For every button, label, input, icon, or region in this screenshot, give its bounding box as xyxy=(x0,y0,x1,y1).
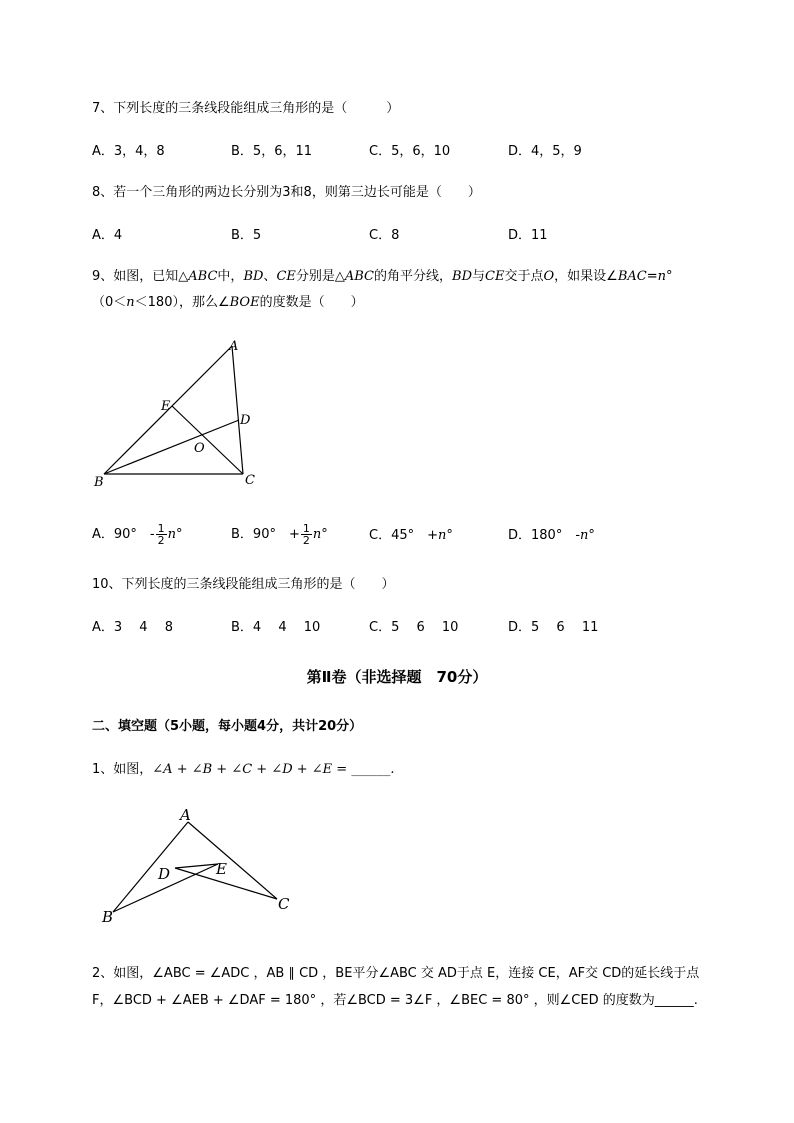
section2-subtitle: 二、填空题（5小题，每小题4分，共计20分） xyxy=(92,719,363,734)
q9-text-seg: 的度数是（ ） xyxy=(259,295,364,310)
q8-option-c: C．8 xyxy=(369,228,400,243)
fill2-text-line2: F，∠BCD + ∠AEB + ∠DAF = 180° ，若∠BCD = 3∠F ，∠BEC = 80° ，则∠CED 的度数为______. xyxy=(92,993,698,1008)
q9-option-text: A．90° - xyxy=(92,527,155,542)
q9-text-var: n xyxy=(657,269,666,284)
q8-text: 8、若一个三角形的两边长分别为3和8，则第三边长可能是（ ） xyxy=(92,185,481,200)
q9-option-c xyxy=(369,528,453,544)
q9-edge-ac xyxy=(232,346,243,474)
q9-text-var: ABC xyxy=(344,269,375,284)
q9-text-line1 xyxy=(92,269,672,285)
half-fraction xyxy=(156,523,167,546)
fraction-denominator: 2 xyxy=(157,534,165,547)
q9-text-var: CE xyxy=(276,269,296,284)
q9-option-text: B．90° + xyxy=(231,527,300,542)
fill1-edge-ab xyxy=(113,822,188,912)
q7-option-c: C．5，6，10 xyxy=(369,144,451,159)
q9-option-var: n xyxy=(580,528,589,543)
q9-option-var: n xyxy=(438,528,447,543)
q9-option-text: D．180° - xyxy=(508,528,581,543)
q10-option-c: C．5 6 10 xyxy=(369,620,459,635)
q9-text-var: BOE xyxy=(229,295,260,310)
fill1-label-b: B xyxy=(102,908,114,926)
fill1-label-e: E xyxy=(216,860,227,878)
q9-option-deg: ° xyxy=(321,527,328,542)
q10-option-b: B．4 4 10 xyxy=(231,620,321,635)
fraction-denominator: 2 xyxy=(302,534,310,547)
half-fraction xyxy=(301,523,312,546)
fill2-text-line1: 2、如图，∠ABC = ∠ADC ，AB ∥ CD ，BE平分∠ABC 交 AD于点 E，连接 CE，AF交 CD的延长线于点 xyxy=(92,966,700,981)
q9-label-e: E xyxy=(161,399,171,414)
q9-bisector-bd xyxy=(104,420,239,474)
q10-option-a: A．3 4 8 xyxy=(92,620,173,635)
q9-text-var: n xyxy=(126,295,135,310)
q7-option-a: A．3，4，8 xyxy=(92,144,165,159)
q8-option-b: B．5 xyxy=(231,228,262,243)
fraction-numerator: 1 xyxy=(157,522,165,535)
fill1-label-a: A xyxy=(180,806,191,824)
q9-text-seg: 中， xyxy=(217,269,244,284)
q9-label-o: O xyxy=(194,441,205,456)
q9-label-b: B xyxy=(94,475,104,490)
q9-text-seg: 、 xyxy=(263,269,277,284)
q8-option-a: A．4 xyxy=(92,228,123,243)
q8-option-d: D．11 xyxy=(508,228,548,243)
fill1-edge-ac xyxy=(188,822,277,899)
q9-option-var: n xyxy=(167,527,177,542)
q9-text-seg: 交于点 xyxy=(504,269,544,284)
q9-text-line2 xyxy=(92,295,364,311)
q9-text-var: BD xyxy=(452,269,473,284)
q9-text-seg: ，如果设∠ xyxy=(554,269,618,284)
fill1-label-c: C xyxy=(278,895,290,913)
q9-label-d: D xyxy=(240,413,251,428)
q9-text-seg: 9、如图，已知△ xyxy=(92,269,189,284)
q7-option-b: B．5，6，11 xyxy=(231,144,313,159)
q9-text-seg: ° xyxy=(665,269,673,284)
q9-text-seg: 的角平分线， xyxy=(374,269,453,284)
q9-text-var: CE xyxy=(485,269,505,284)
q9-option-deg: ° xyxy=(446,528,453,543)
q9-option-deg: ° xyxy=(588,528,595,543)
q9-option-a xyxy=(92,522,183,548)
fill1-prefix: 1、如图， xyxy=(92,762,153,777)
q9-text-seg: 与 xyxy=(472,269,486,284)
q9-text-seg: （0＜ xyxy=(92,295,127,310)
q10-option-d: D．5 6 11 xyxy=(508,620,599,635)
q9-option-d xyxy=(508,528,595,544)
q7-text: 7、下列长度的三条线段能组成三角形的是（ ） xyxy=(92,101,400,116)
q9-text-var: BD xyxy=(243,269,264,284)
q9-text-var: ABC xyxy=(188,269,218,284)
fraction-numerator: 1 xyxy=(302,522,310,535)
q9-label-a: A xyxy=(229,339,239,354)
q9-label-c: C xyxy=(245,473,255,488)
fill1-star-figure xyxy=(96,806,306,928)
section2-title: 第Ⅱ卷（非选择题 70分） xyxy=(306,668,488,686)
q7-option-d: D．4，5，9 xyxy=(508,144,582,159)
fill1-label-d: D xyxy=(158,865,171,883)
q9-text-seg: = xyxy=(646,269,658,284)
q9-text-var: O xyxy=(543,269,555,284)
fill1-expression: ∠A + ∠B + ∠C + ∠D + ∠E = ______. xyxy=(152,762,395,777)
q9-option-var: n xyxy=(312,527,322,542)
q9-text-var: BAC xyxy=(617,269,647,284)
q10-text: 10、下列长度的三条线段能组成三角形的是（ ） xyxy=(92,577,395,592)
q9-text-seg: 分别是△ xyxy=(295,269,345,284)
q9-option-deg: ° xyxy=(176,527,183,542)
q9-triangle-figure xyxy=(88,334,268,494)
q9-bisector-ce xyxy=(172,406,243,474)
fill1-text xyxy=(92,762,394,778)
q9-text-seg: ＜180），那么∠ xyxy=(134,295,230,310)
q9-option-text: C．45° + xyxy=(369,528,439,543)
q9-option-b xyxy=(231,522,328,548)
